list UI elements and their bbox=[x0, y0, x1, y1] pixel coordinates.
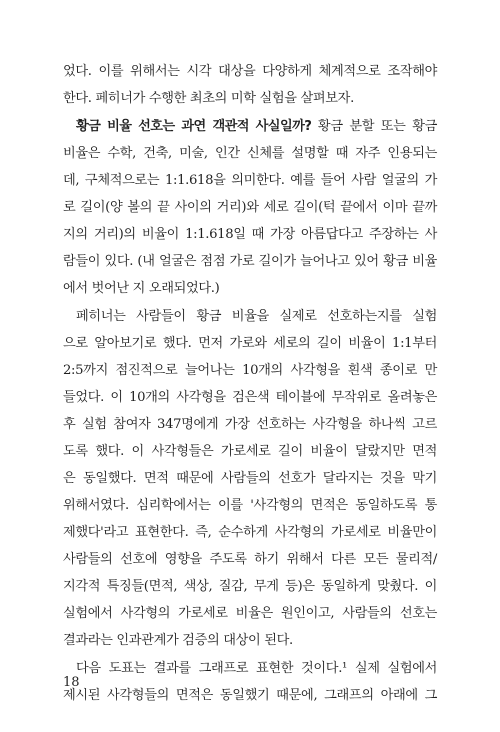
text-line: 지의 거리)의 비율이 1:1.618일 때 가장 아름답다고 주장하는 사 bbox=[63, 227, 437, 242]
text-line: 에서 벗어난 지 오래되었다.) bbox=[63, 281, 220, 296]
text-line: 제시된 사각형들의 면적은 동일했기 때문에, 그래프의 아래에 그 bbox=[63, 688, 437, 703]
text-line: 한다. 페히너가 수행한 최초의 미학 실험을 살펴보자. bbox=[63, 91, 354, 106]
text-line: 지각적 특징들(면적, 색상, 질감, 무게 등)은 동일하게 맞췄다. 이 bbox=[63, 579, 437, 594]
text-line: 은 동일했다. 면적 때문에 사람들의 선호가 달라지는 것을 막기 bbox=[63, 471, 437, 486]
text-line: 실험에서 사각형의 가로세로 비율은 원인이고, 사람들의 선호는 bbox=[63, 606, 437, 621]
section-heading: 황금 비율 선호는 과연 객관적 사실일까? bbox=[76, 119, 312, 134]
text-line: 다음 도표는 결과를 그래프로 표현한 것이다.¹ 실제 실험에서 bbox=[76, 661, 437, 676]
text-line: 들었다. 이 10개의 사각형을 검은색 테이블에 무작위로 올려놓은 bbox=[63, 390, 437, 405]
text-line: 제했다'라고 표현한다. 즉, 순수하게 사각형의 가로세로 비율만이 bbox=[63, 525, 437, 540]
text-line: 2:5까지 점진적으로 늘어나는 10개의 사각형을 흰색 종이로 만 bbox=[63, 363, 437, 378]
text-line: 람들이 있다. (내 얼굴은 점점 가로 길이가 늘어나고 있어 황금 비율 bbox=[63, 254, 437, 269]
text-line: 후 실험 참여자 347명에게 가장 선호하는 사각형을 하나씩 고르 bbox=[63, 417, 437, 432]
text-line: 로 길이(양 볼의 끝 사이의 거리)와 세로 길이(턱 끝에서 이마 끝까 bbox=[63, 200, 437, 215]
page-number: 18 bbox=[63, 675, 80, 690]
text-line bbox=[76, 116, 437, 138]
text-line: 위해서였다. 심리학에서는 이를 '사각형의 면적은 동일하도록 통 bbox=[63, 498, 437, 513]
text-line: 었다. 이를 위해서는 시각 대상을 다양하게 체계적으로 조작해야 bbox=[63, 64, 437, 79]
text-line: 결과라는 인과관계가 검증의 대상이 된다. bbox=[63, 633, 293, 648]
text-line: 비율은 수학, 건축, 미술, 인간 신체를 설명할 때 자주 인용되는 bbox=[63, 146, 437, 161]
text-line: 으로 알아보기로 했다. 먼저 가로와 세로의 길이 비율이 1:1부터 bbox=[63, 336, 437, 351]
text-span: 황금 분할 또는 황금 bbox=[311, 119, 437, 134]
text-line: 도록 했다. 이 사각형들은 가로세로 길이 비율이 달랐지만 면적 bbox=[63, 444, 437, 459]
text-line: 페히너는 사람들이 황금 비율을 실제로 선호하는지를 실험 bbox=[76, 309, 437, 324]
text-line: 사람들의 선호에 영향을 주도록 하기 위해서 다른 모든 물리적/ bbox=[63, 552, 437, 567]
text-line: 데, 구체적으로는 1:1.618을 의미한다. 예를 들어 사람 얼굴의 가 bbox=[63, 173, 437, 188]
